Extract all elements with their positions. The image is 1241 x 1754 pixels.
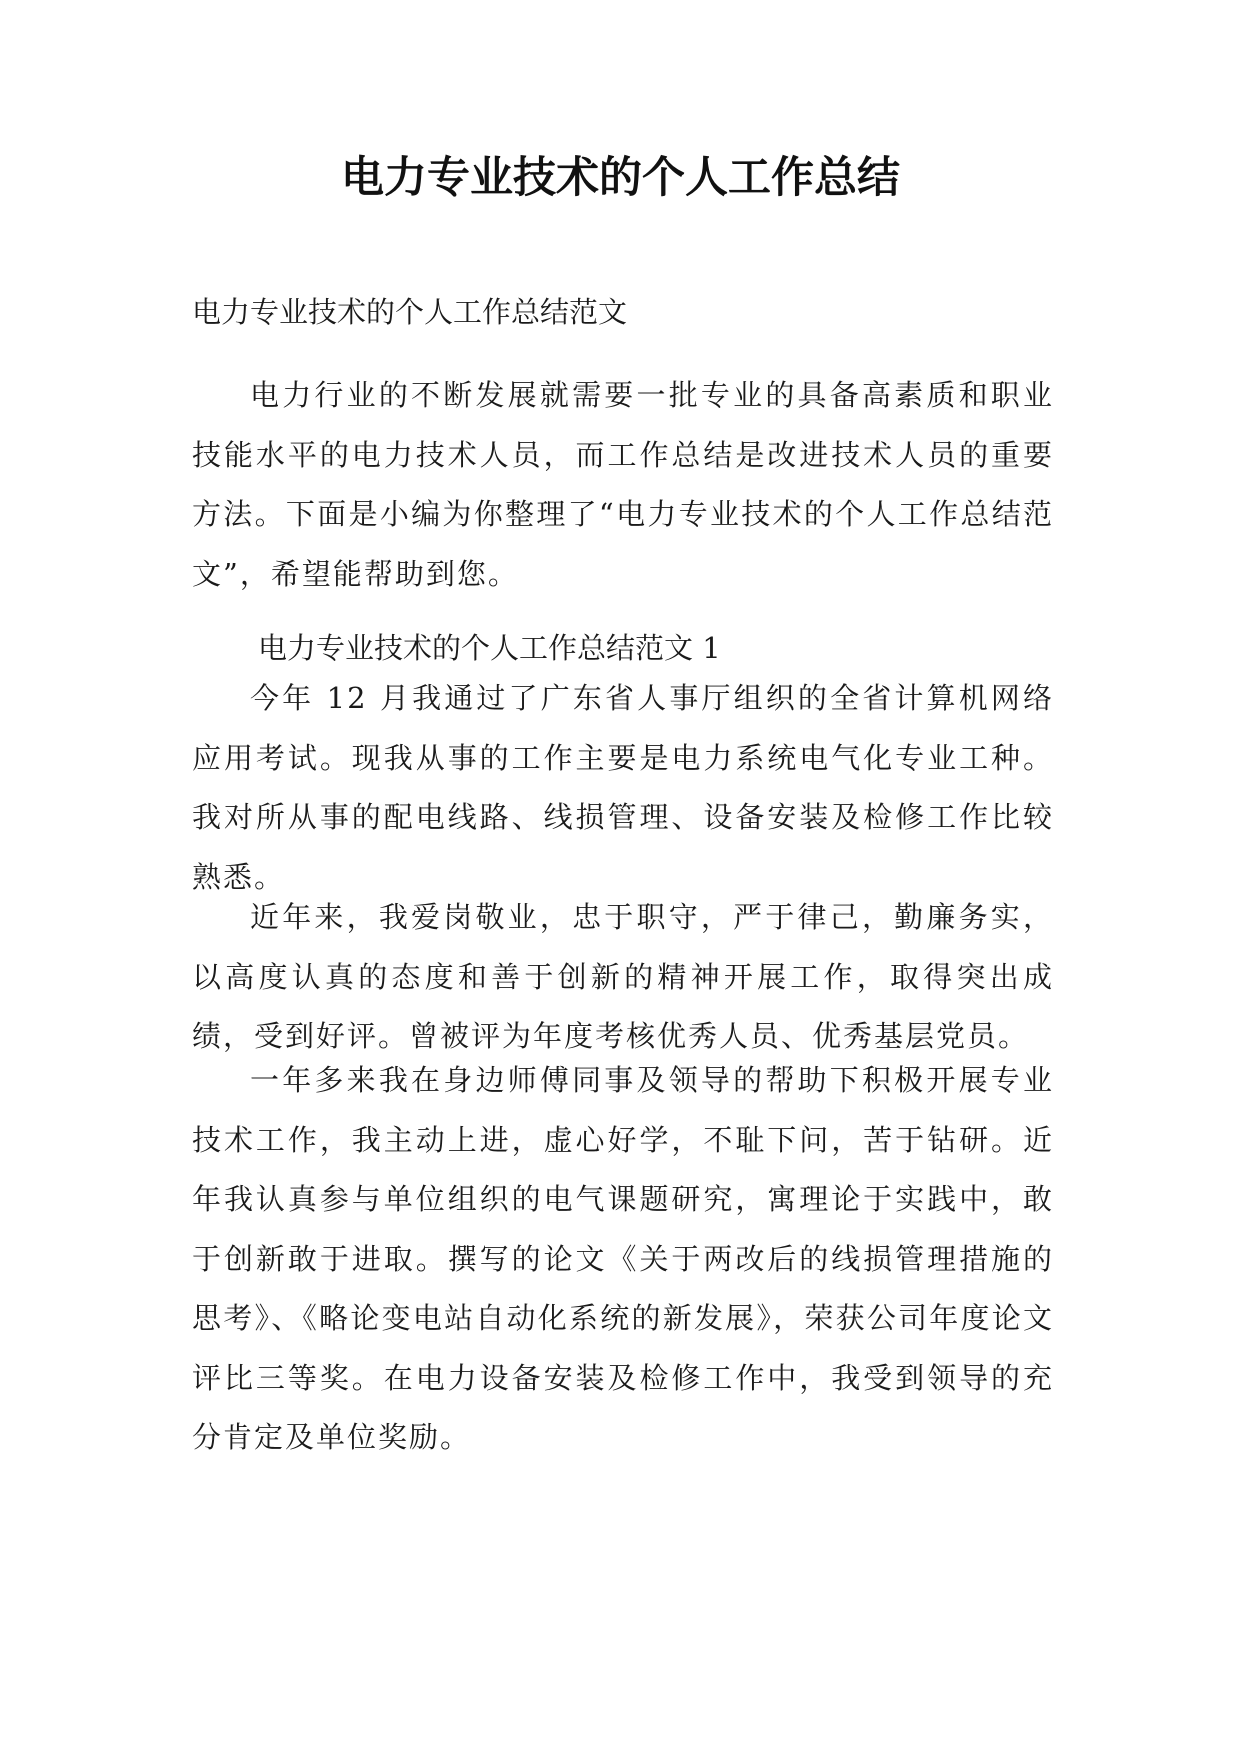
document-title: 电力专业技术的个人工作总结 <box>341 153 900 203</box>
document-subtitle: 电力专业技术的个人工作总结范文 <box>192 295 628 329</box>
section-heading: 电力专业技术的个人工作总结范文 1 <box>258 631 721 665</box>
intro-paragraph: 电力行业的不断发展就需要一批专业的具备高素质和职业技能水平的电力技术人员，而工作总结是改进技术人员的重要方法。下面是小编为你整理了“电力专业技术的个人工作总结范文”，希望能帮助到您。 <box>192 378 1054 591</box>
body-paragraph-2: 近年来，我爱岗敬业，忠于职守，严于律己，勤廉务实，以高度认真的态度和善于创新的精神开展工作，取得突出成绩，受到好评。曾被评为年度考核优秀人员、优秀基层党员。 <box>192 900 1054 1053</box>
body-paragraph-1: 今年 12 月我通过了广东省人事厅组织的全省计算机网络应用考试。现我从事的工作主要是电力系统电气化专业工种。我对所从事的配电线路、线损管理、设备安装及检修工作比较熟悉。 <box>192 681 1054 894</box>
body-paragraph-3: 一年多来我在身边师傅同事及领导的帮助下积极开展专业技术工作，我主动上进，虚心好学，不耻下问，苦于钻研。近年我认真参与单位组织的电气课题研究，寓理论于实践中，敢于创新敢于进取。撰写的论文《关于两改后的线损管理措施的思考》、《略论变电站自动化系统的新发展》，荣获公司年度论文评比三等奖。在电力设备安装及检修工作中，我受到领导的充分肯定及单位奖励。 <box>192 1063 1054 1454</box>
